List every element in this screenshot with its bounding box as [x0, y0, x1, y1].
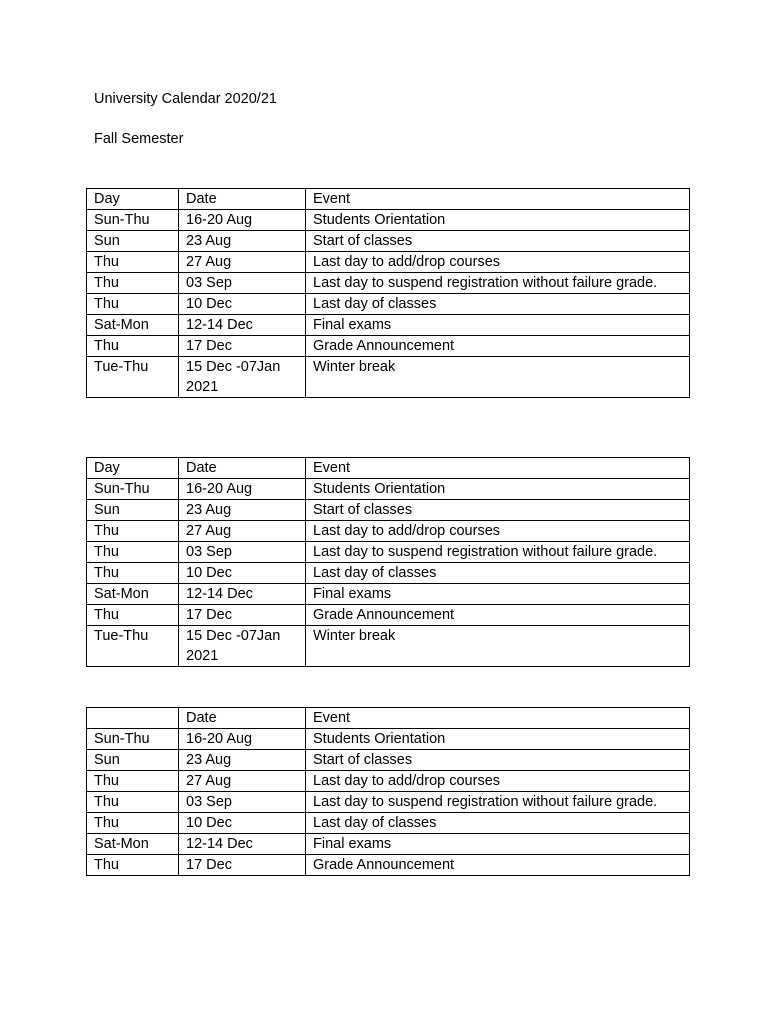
- column-header-date: Date: [179, 458, 306, 479]
- date-cell: 10 Dec: [179, 563, 306, 584]
- day-cell: Thu: [87, 542, 179, 563]
- table-row: [87, 479, 690, 500]
- table-row: [87, 231, 690, 252]
- event-cell: Last day to suspend registration without failure grade.: [306, 792, 690, 813]
- table-header-row: [87, 458, 690, 479]
- day-cell: Tue-Thu: [87, 357, 179, 398]
- table-row: [87, 813, 690, 834]
- day-cell: Thu: [87, 294, 179, 315]
- day-cell: Sun: [87, 750, 179, 771]
- day-cell: Sun: [87, 231, 179, 252]
- event-cell: Start of classes: [306, 750, 690, 771]
- date-cell: 10 Dec: [179, 294, 306, 315]
- date-cell: 03 Sep: [179, 792, 306, 813]
- calendar-table-3: [86, 707, 690, 876]
- date-cell: 17 Dec: [179, 605, 306, 626]
- date-cell: 27 Aug: [179, 252, 306, 273]
- table-row: [87, 750, 690, 771]
- table-row: [87, 273, 690, 294]
- column-header-event: Event: [306, 189, 690, 210]
- column-header-date: Date: [179, 189, 306, 210]
- date-cell: 12-14 Dec: [179, 584, 306, 605]
- date-cell: 03 Sep: [179, 542, 306, 563]
- date-cell: 16-20 Aug: [179, 210, 306, 231]
- event-cell: Grade Announcement: [306, 855, 690, 876]
- day-cell: Thu: [87, 521, 179, 542]
- page-title: University Calendar 2020/21: [94, 91, 277, 107]
- date-cell: 23 Aug: [179, 750, 306, 771]
- event-cell: Last day of classes: [306, 563, 690, 584]
- day-cell: Thu: [87, 336, 179, 357]
- table-row: [87, 521, 690, 542]
- table-row: [87, 584, 690, 605]
- event-cell: Last day of classes: [306, 813, 690, 834]
- table-row: [87, 626, 690, 667]
- day-cell: Sat-Mon: [87, 834, 179, 855]
- date-cell: 27 Aug: [179, 771, 306, 792]
- date-cell: 12-14 Dec: [179, 834, 306, 855]
- column-header-day: Day: [87, 458, 179, 479]
- column-header-day: Day: [87, 189, 179, 210]
- semester-heading: Fall Semester: [94, 131, 184, 147]
- event-cell: Last day to suspend registration without failure grade.: [306, 542, 690, 563]
- day-cell: Sat-Mon: [87, 315, 179, 336]
- table-row: [87, 605, 690, 626]
- table-row: [87, 771, 690, 792]
- day-cell: Thu: [87, 273, 179, 294]
- date-cell: 23 Aug: [179, 500, 306, 521]
- day-cell: Sun: [87, 500, 179, 521]
- table-row: [87, 563, 690, 584]
- table-row: [87, 792, 690, 813]
- column-header-date: Date: [179, 708, 306, 729]
- day-cell: Sat-Mon: [87, 584, 179, 605]
- calendar-table-1: [86, 188, 690, 398]
- event-cell: Grade Announcement: [306, 336, 690, 357]
- table-row: [87, 729, 690, 750]
- table-row: [87, 834, 690, 855]
- date-cell: 10 Dec: [179, 813, 306, 834]
- event-cell: Last day of classes: [306, 294, 690, 315]
- date-cell: 15 Dec -07Jan 2021: [179, 357, 306, 398]
- day-cell: Sun-Thu: [87, 210, 179, 231]
- table-row: [87, 294, 690, 315]
- date-cell: 27 Aug: [179, 521, 306, 542]
- table-row: [87, 336, 690, 357]
- event-cell: Last day to add/drop courses: [306, 521, 690, 542]
- day-cell: Thu: [87, 563, 179, 584]
- event-cell: Grade Announcement: [306, 605, 690, 626]
- day-cell: Thu: [87, 792, 179, 813]
- event-cell: Start of classes: [306, 500, 690, 521]
- table-row: [87, 252, 690, 273]
- event-cell: Students Orientation: [306, 210, 690, 231]
- date-cell: 15 Dec -07Jan 2021: [179, 626, 306, 667]
- table-row: [87, 210, 690, 231]
- table-row: [87, 542, 690, 563]
- table-row: [87, 500, 690, 521]
- event-cell: Last day to add/drop courses: [306, 252, 690, 273]
- column-header-day: [87, 708, 179, 729]
- day-cell: Sun-Thu: [87, 479, 179, 500]
- calendar-table-2: [86, 457, 690, 667]
- table-header-row: [87, 708, 690, 729]
- column-header-event: Event: [306, 458, 690, 479]
- date-cell: 12-14 Dec: [179, 315, 306, 336]
- day-cell: Thu: [87, 813, 179, 834]
- table-row: [87, 315, 690, 336]
- date-cell: 16-20 Aug: [179, 479, 306, 500]
- event-cell: Final exams: [306, 834, 690, 855]
- event-cell: Winter break: [306, 357, 690, 398]
- event-cell: Students Orientation: [306, 479, 690, 500]
- day-cell: Thu: [87, 252, 179, 273]
- day-cell: Sun-Thu: [87, 729, 179, 750]
- event-cell: Winter break: [306, 626, 690, 667]
- day-cell: Thu: [87, 771, 179, 792]
- date-cell: 16-20 Aug: [179, 729, 306, 750]
- event-cell: Final exams: [306, 584, 690, 605]
- date-cell: 17 Dec: [179, 855, 306, 876]
- day-cell: Thu: [87, 855, 179, 876]
- table-row: [87, 357, 690, 398]
- event-cell: Last day to add/drop courses: [306, 771, 690, 792]
- event-cell: Last day to suspend registration without failure grade.: [306, 273, 690, 294]
- table-row: [87, 855, 690, 876]
- date-cell: 17 Dec: [179, 336, 306, 357]
- date-cell: 03 Sep: [179, 273, 306, 294]
- day-cell: Tue-Thu: [87, 626, 179, 667]
- day-cell: Thu: [87, 605, 179, 626]
- event-cell: Students Orientation: [306, 729, 690, 750]
- event-cell: Start of classes: [306, 231, 690, 252]
- column-header-event: Event: [306, 708, 690, 729]
- date-cell: 23 Aug: [179, 231, 306, 252]
- table-header-row: [87, 189, 690, 210]
- event-cell: Final exams: [306, 315, 690, 336]
